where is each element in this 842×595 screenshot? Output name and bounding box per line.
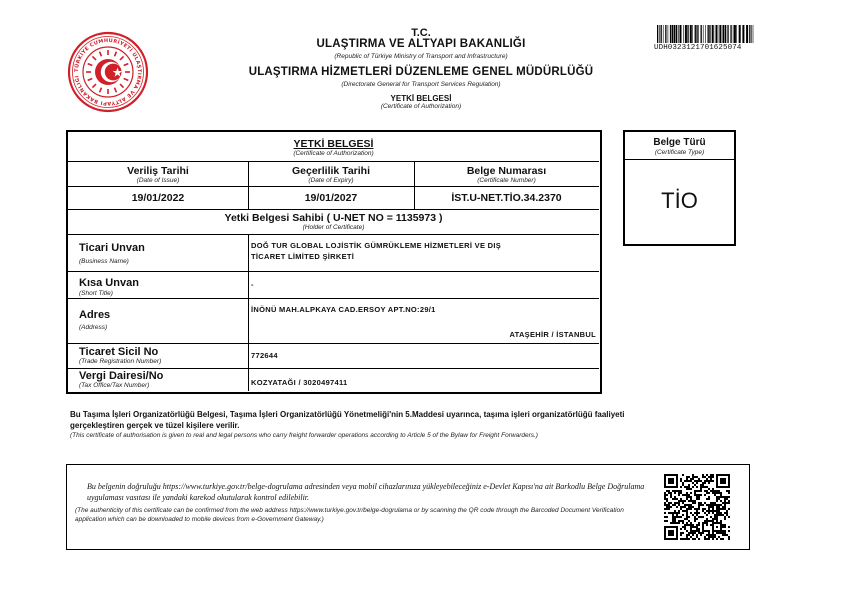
holder-label: Yetki Belgesi Sahibi ( U-NET NO = 1135973 ) — [224, 212, 443, 224]
business-name-label-en: (Business Name) — [79, 258, 129, 265]
trade-registry-value: 772644 — [251, 351, 278, 360]
verification-text: Bu belgenin doğruluğu https://www.turkiye.gov.tr/belge-dogrulama adresinden veya mobil cihazlarınıza yükleyebileceğiniz e-Devlet Kapısı'na ait Barkodlu Belge Doğrulama uygulaması vasıtası ile yandaki karekod okutularak kontrol edilebilir. — [87, 482, 645, 502]
certificate-number-value: İST.U-NET.TİO.34.2370 — [451, 192, 562, 204]
barcode-icon — [657, 25, 754, 43]
certificate-number-label: Belge Numarası — [466, 165, 547, 177]
issue-date-label: Veriliş Tarihi — [127, 165, 189, 177]
certificate-table — [66, 130, 602, 394]
legal-statement: Bu Taşıma İşleri Organizatörlüğü Belgesi, Taşıma İşleri Organizatörlüğü Yönetmeliği'nin 5.Maddesi uyarınca, taşıma işleri organizatörlüğü faaliyeti gerçekleştiren gerçek ve tüzel kişilere verilir. — [70, 410, 625, 430]
issue-date-label-en: (Date of Issue) — [136, 177, 180, 184]
directorate-name: ULAŞTIRMA HİZMETLERİ DÜZENLEME GENEL MÜDÜRLÜĞÜ — [248, 66, 594, 78]
expiry-date-value: 19/01/2027 — [304, 192, 358, 204]
address-label-en: (Address) — [79, 324, 108, 331]
certificate-type-label-en: (Certificate Type) — [654, 149, 705, 156]
header-cert-title-en: (Certificate of Authorization) — [380, 103, 462, 110]
legal-statement-en: (This certificate of authorisation is given to real and legal persons who carry freight forwarder operations according to Article 5 of the Bylaw for Freight Forwarders.) — [70, 432, 538, 439]
short-title-label-en: (Short Title) — [79, 290, 113, 297]
ministry-name-en: (Republic of Türkiye Ministry of Transport and Infrastructure) — [334, 53, 508, 60]
expiry-date-label: Geçerlilik Tarihi — [291, 165, 370, 177]
trade-registry-label-en: (Trade Registration Number) — [79, 358, 162, 365]
address-value: İNÖNÜ MAH.ALPKAYA CAD.ERSOY APT.NO:29/1 — [251, 305, 436, 314]
business-name-value-2: TİCARET LİMİTED ŞİRKETİ — [251, 252, 355, 261]
certificate-type-label: Belge Türü — [653, 137, 706, 148]
certificate-title-en: (Certificate of Authorization) — [293, 150, 374, 157]
certificate-type-value: TİO — [661, 188, 698, 213]
certificate-title: YETKİ BELGESİ — [293, 138, 374, 150]
tax-office-label: Vergi Dairesi/No — [79, 370, 164, 382]
seal-ring-text: TÜRKİYE CUMHURİYETİ ULAŞTIRMA VE ALTYAPI BAKANLIĞI — [73, 37, 143, 107]
barcode-number: UDH0323121701625074 — [654, 44, 742, 52]
certificate-number-label-en: (Certificate Number) — [477, 177, 536, 184]
short-title-value: - — [251, 280, 254, 289]
verification-box — [66, 464, 750, 550]
issue-date-value: 19/01/2022 — [131, 192, 185, 204]
tax-office-value: KOZYATAĞI / 3020497411 — [251, 378, 348, 387]
address-label: Adres — [79, 309, 111, 321]
header-cert-title: YETKİ BELGESİ — [390, 94, 452, 103]
header-tc: T.C. — [411, 27, 431, 39]
business-name-value: DOĞ TUR GLOBAL LOJİSTİK GÜMRÜKLEME HİZMETLERİ VE DIŞ — [251, 241, 502, 250]
qr-code-icon[interactable] — [664, 474, 730, 540]
business-name-label: Ticari Unvan — [79, 242, 145, 254]
expiry-date-label-en: (Date of Expiry) — [308, 177, 354, 184]
business-name-label-cell — [79, 242, 145, 265]
ministry-name: ULAŞTIRMA VE ALTYAPI BAKANLIĞI — [316, 38, 526, 50]
short-title-label: Kısa Unvan — [79, 277, 139, 289]
certificate-title-cell — [68, 138, 599, 157]
holder-label-en: (Holder of Certificate) — [302, 224, 365, 231]
address-value-city: ATAŞEHİR / İSTANBUL — [509, 330, 596, 339]
verification-text-en: (The authenticity of this certificate can be confirmed from the web address https://www.turkiye.gov.tr/belge-dogrulama or by scanning the QR code through the Barcoded Document Verification application which can be downloaded to mobile devices from e-Government Gateway.) — [75, 507, 624, 523]
certificate-type-box — [623, 130, 736, 246]
trade-registry-label: Ticaret Sicil No — [79, 346, 159, 358]
tax-office-label-en: (Tax Office/Tax Number) — [79, 382, 150, 389]
directorate-name-en: (Directorate General for Transport Services Regulation) — [341, 81, 501, 88]
